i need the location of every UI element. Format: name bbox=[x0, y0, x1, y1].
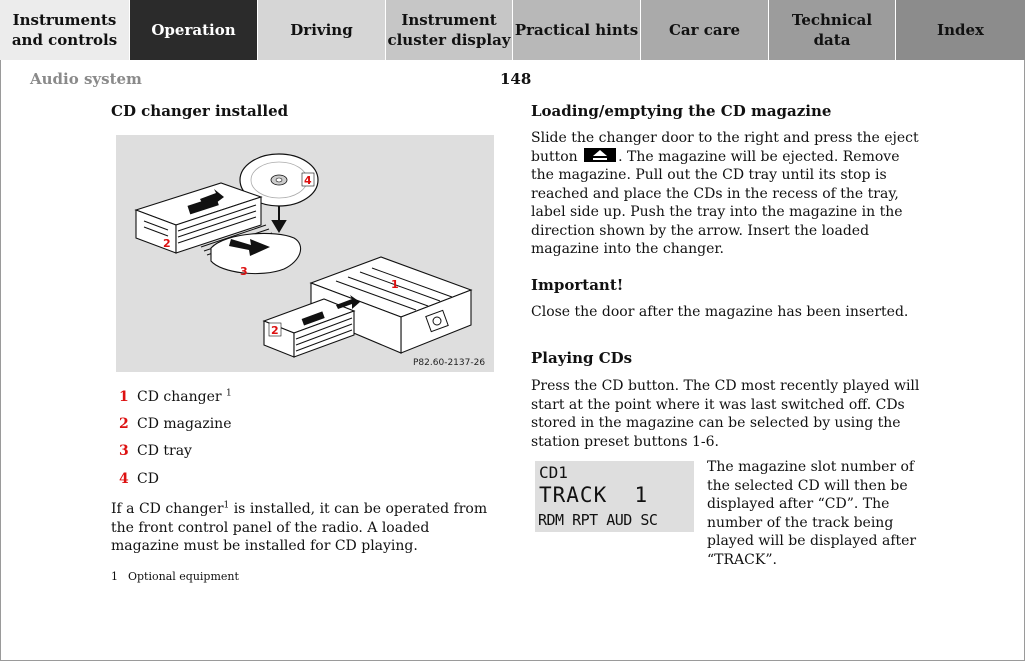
display-line-2: TRACK 1 bbox=[539, 483, 649, 507]
display-note-paragraph: The magazine slot number of the selected CD will then be displayed after “CD”. The number of the track being played will be displayed after “TRACK”. bbox=[707, 459, 917, 568]
tab-instruments-and-controls[interactable]: Instruments and controls bbox=[0, 0, 130, 60]
callout-3: 3 bbox=[240, 265, 248, 278]
tab-operation[interactable]: Operation bbox=[130, 0, 258, 60]
footnote-number: 1 bbox=[111, 570, 118, 583]
paragraph-text: . The magazine will be ejected. Remove the magazine. Pull out the CD tray until its stop is reached and place the CDs in the recess of the tray, label side up. Push the tray into the magazine in the direction shown by the arrow. Insert the loaded magazine into the changer. bbox=[531, 148, 903, 257]
page-number: 148 bbox=[500, 70, 532, 88]
paragraph-text: If a CD changer bbox=[111, 501, 224, 517]
tab-driving[interactable]: Driving bbox=[258, 0, 386, 60]
important-heading: Important! bbox=[531, 276, 624, 294]
loading-paragraph bbox=[531, 129, 921, 259]
legend-number: 1 bbox=[119, 389, 129, 405]
tab-instrument-cluster-display[interactable]: Instrument cluster display bbox=[386, 0, 513, 60]
display-line-1: CD1 bbox=[539, 463, 568, 482]
paragraph-text: Slide the changer door to the right and press the eject button bbox=[531, 130, 919, 165]
callout-1: 1 bbox=[391, 278, 399, 291]
footnote-ref: 1 bbox=[223, 500, 230, 511]
legend-label: CD changer bbox=[137, 389, 222, 405]
legend-item bbox=[119, 443, 192, 459]
legend-item bbox=[119, 471, 159, 487]
section-label: Audio system bbox=[30, 70, 142, 88]
tab-practical-hints[interactable]: Practical hints bbox=[513, 0, 641, 60]
eject-button-icon bbox=[584, 148, 616, 162]
footnote-ref: 1 bbox=[226, 388, 232, 399]
footnote-text: Optional equipment bbox=[128, 570, 239, 583]
display-line-3: RDM RPT AUD SC bbox=[538, 511, 658, 529]
playing-heading: Playing CDs bbox=[531, 349, 633, 367]
callout-2-lower: 2 bbox=[271, 324, 279, 337]
cd-changer-paragraph bbox=[111, 500, 501, 556]
legend-label: CD magazine bbox=[137, 416, 232, 432]
cd-changer-heading: CD changer installed bbox=[111, 102, 289, 120]
legend-number: 4 bbox=[119, 471, 129, 487]
legend-number: 3 bbox=[119, 443, 129, 459]
radio-display bbox=[535, 461, 694, 532]
cd-changer-illustration bbox=[116, 135, 494, 372]
cd-changer-drawing bbox=[116, 135, 494, 372]
footnote bbox=[111, 570, 239, 583]
callout-2-upper: 2 bbox=[163, 237, 171, 250]
cd-tray bbox=[211, 233, 301, 273]
legend-item bbox=[119, 389, 232, 405]
tab-technical-data[interactable]: Technical data bbox=[769, 0, 896, 60]
legend-item bbox=[119, 416, 231, 432]
paragraph-text: is installed, it can be operated from the front control panel of the radio. A loaded magazine must be installed for CD playing. bbox=[111, 501, 488, 554]
tab-index[interactable]: Index bbox=[896, 0, 1025, 60]
callout-4: 4 bbox=[304, 174, 312, 187]
legend-label: CD tray bbox=[137, 443, 192, 459]
playing-paragraph: Press the CD button. The CD most recently played will start at the point where it was last switched off. CDs stored in the magazine can be selected by using the station preset buttons 1-6. bbox=[531, 378, 920, 450]
chapter-tab-bar bbox=[0, 0, 1025, 60]
illustration-caption: P82.60-2137-26 bbox=[413, 358, 486, 368]
legend-label: CD bbox=[137, 471, 159, 487]
legend-number: 2 bbox=[119, 416, 129, 432]
loading-heading: Loading/emptying the CD magazine bbox=[531, 102, 832, 120]
tab-car-care[interactable]: Car care bbox=[641, 0, 769, 60]
important-paragraph: Close the door after the magazine has been inserted. bbox=[531, 304, 909, 320]
